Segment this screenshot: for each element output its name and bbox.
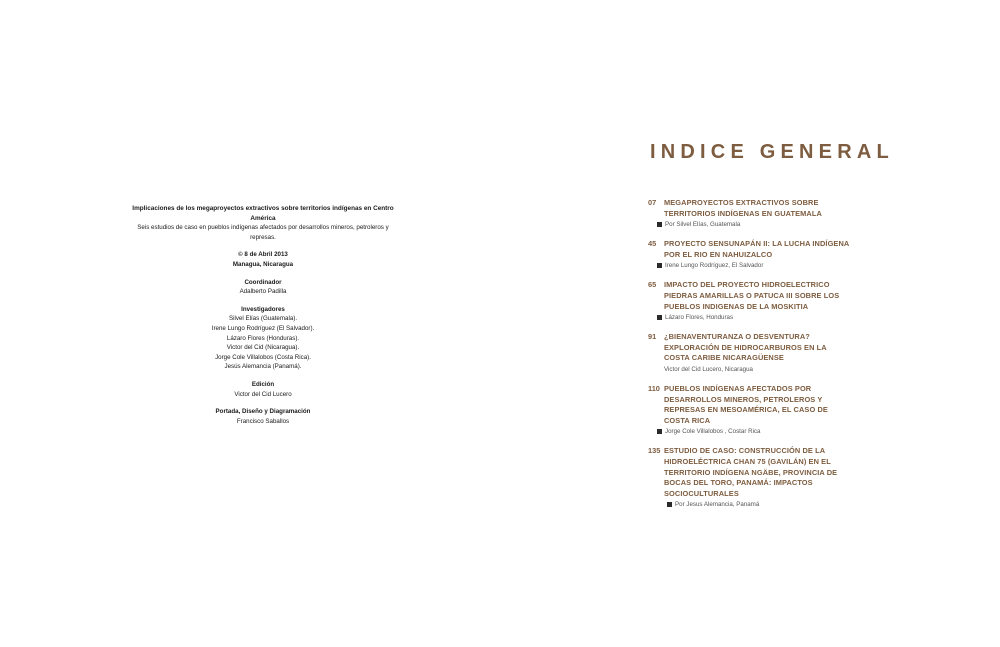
book-subtitle: Seis estudios de caso en pueblos indígenas afectados por desarrollos mineros, petroleros y represas.	[137, 224, 389, 241]
toc-author-text: Jorge Cole Villalobos , Costar Rica	[665, 428, 761, 436]
toc-entry[interactable]	[648, 384, 853, 436]
toc-title: PUEBLOS INDÍGENAS AFECTADOS POR DESARROLLOS MINEROS, PETROLEROS Y REPRESAS EN MESOAMÉRICA, EL CASO DE COSTA RICA	[664, 383, 828, 425]
square-bullet-icon	[667, 502, 672, 507]
researcher-name: Silvel Elías (Guatemala).	[228, 315, 298, 323]
toc-page-number: 91	[648, 332, 657, 342]
design-heading: Portada, Diseño y Diagramación	[215, 408, 311, 416]
toc-title: ESTUDIO DE CASO: CONSTRUCCIÓN DE LA HIDROELÉCTRICA CHAN 75 (GAVILÁN) EN EL TERRITORIO INDÍGENA NGÄBE, PROVINCIA DE BOCAS DEL TORO, PANAMÁ: IMPACTOS SOCIOCULTURALES	[664, 446, 838, 498]
toc-author-text: Por Jesus Alemancia, Panamá	[675, 501, 760, 509]
square-bullet-icon	[657, 429, 662, 434]
researcher-name: Victor del Cid (Nicaragua).	[226, 344, 300, 352]
toc-page-number: 07	[648, 198, 657, 207]
toc-author	[667, 500, 853, 509]
toc-page-number: 110	[648, 383, 660, 393]
toc-author-text: Lázaro Flores, Honduras	[665, 314, 734, 322]
toc-author	[657, 427, 853, 436]
edition-heading: Edición	[251, 380, 275, 388]
publication-place: Managua, Nicaragua	[232, 260, 294, 268]
toc-author-text: Victor del Cid Lucero, Nicaragua	[664, 365, 753, 373]
toc-page-number: 45	[648, 239, 657, 249]
toc-page-number: 65	[648, 280, 657, 290]
toc-author-text: Irene Lungo Rodríguez, El Salvador	[665, 262, 764, 270]
coordinator-name: Adalberto Padilla	[239, 288, 287, 296]
book-title: Implicaciones de los megaproyectos extractivos sobre territorios indígenas en Centro América	[132, 205, 394, 222]
toc-entry[interactable]	[648, 239, 853, 270]
square-bullet-icon	[657, 263, 662, 268]
toc-title: PROYECTO SENSUNAPÁN II: LA LUCHA INDÍGENA POR EL RIO EN NAHUIZALCO	[664, 239, 850, 259]
toc-author-text: Por Silvel Elías, Guatemala	[665, 221, 741, 229]
toc-author	[664, 365, 853, 374]
square-bullet-icon	[657, 222, 662, 227]
square-bullet-icon	[657, 315, 662, 320]
researcher-name: Lázaro Flores (Honduras).	[226, 334, 300, 342]
researcher-name: Jorge Cole Villalobos (Costa Rica).	[215, 353, 311, 361]
toc-entry[interactable]	[648, 332, 853, 374]
toc-author	[657, 220, 853, 229]
toc-author	[657, 261, 853, 270]
toc-title: MEGAPROYECTOS EXTRACTIVOS SOBRE TERRITORIOS INDÍGENAS EN GUATEMALA	[664, 198, 822, 218]
researchers-heading: Investigadores	[241, 305, 285, 313]
table-of-contents	[648, 198, 853, 509]
design-name: Francisco Saballos	[236, 417, 290, 425]
toc-page-number: 135	[648, 446, 661, 456]
researcher-name: Jesús Alemancia (Panamá).	[224, 363, 302, 371]
toc-title: ¿BIENAVENTURANZA O DESVENTURA? EXPLORACIÓN DE HIDROCARBUROS EN LA COSTA CARIBE NICARAGÜENSE	[664, 332, 827, 363]
edition-name: Victor del Cid Lucero	[234, 390, 292, 398]
toc-author	[657, 313, 853, 322]
copyright-date: © 8 de Abril 2013	[238, 251, 288, 259]
toc-entry[interactable]	[648, 446, 853, 509]
coordinator-heading: Coordinador	[244, 278, 282, 286]
researcher-name: Irene Lungo Rodríguez (El Salvador).	[211, 324, 315, 332]
credits-block	[128, 204, 398, 426]
toc-title: IMPACTO DEL PROYECTO HIDROELECTRICO PIEDRAS AMARILLAS O PATUCA III SOBRE LOS PUEBLOS INDIGENAS DE LA MOSKITIA	[664, 280, 840, 311]
toc-entry[interactable]	[648, 280, 853, 322]
index-heading: INDICE GENERAL	[650, 141, 894, 163]
toc-entry[interactable]	[648, 198, 853, 229]
